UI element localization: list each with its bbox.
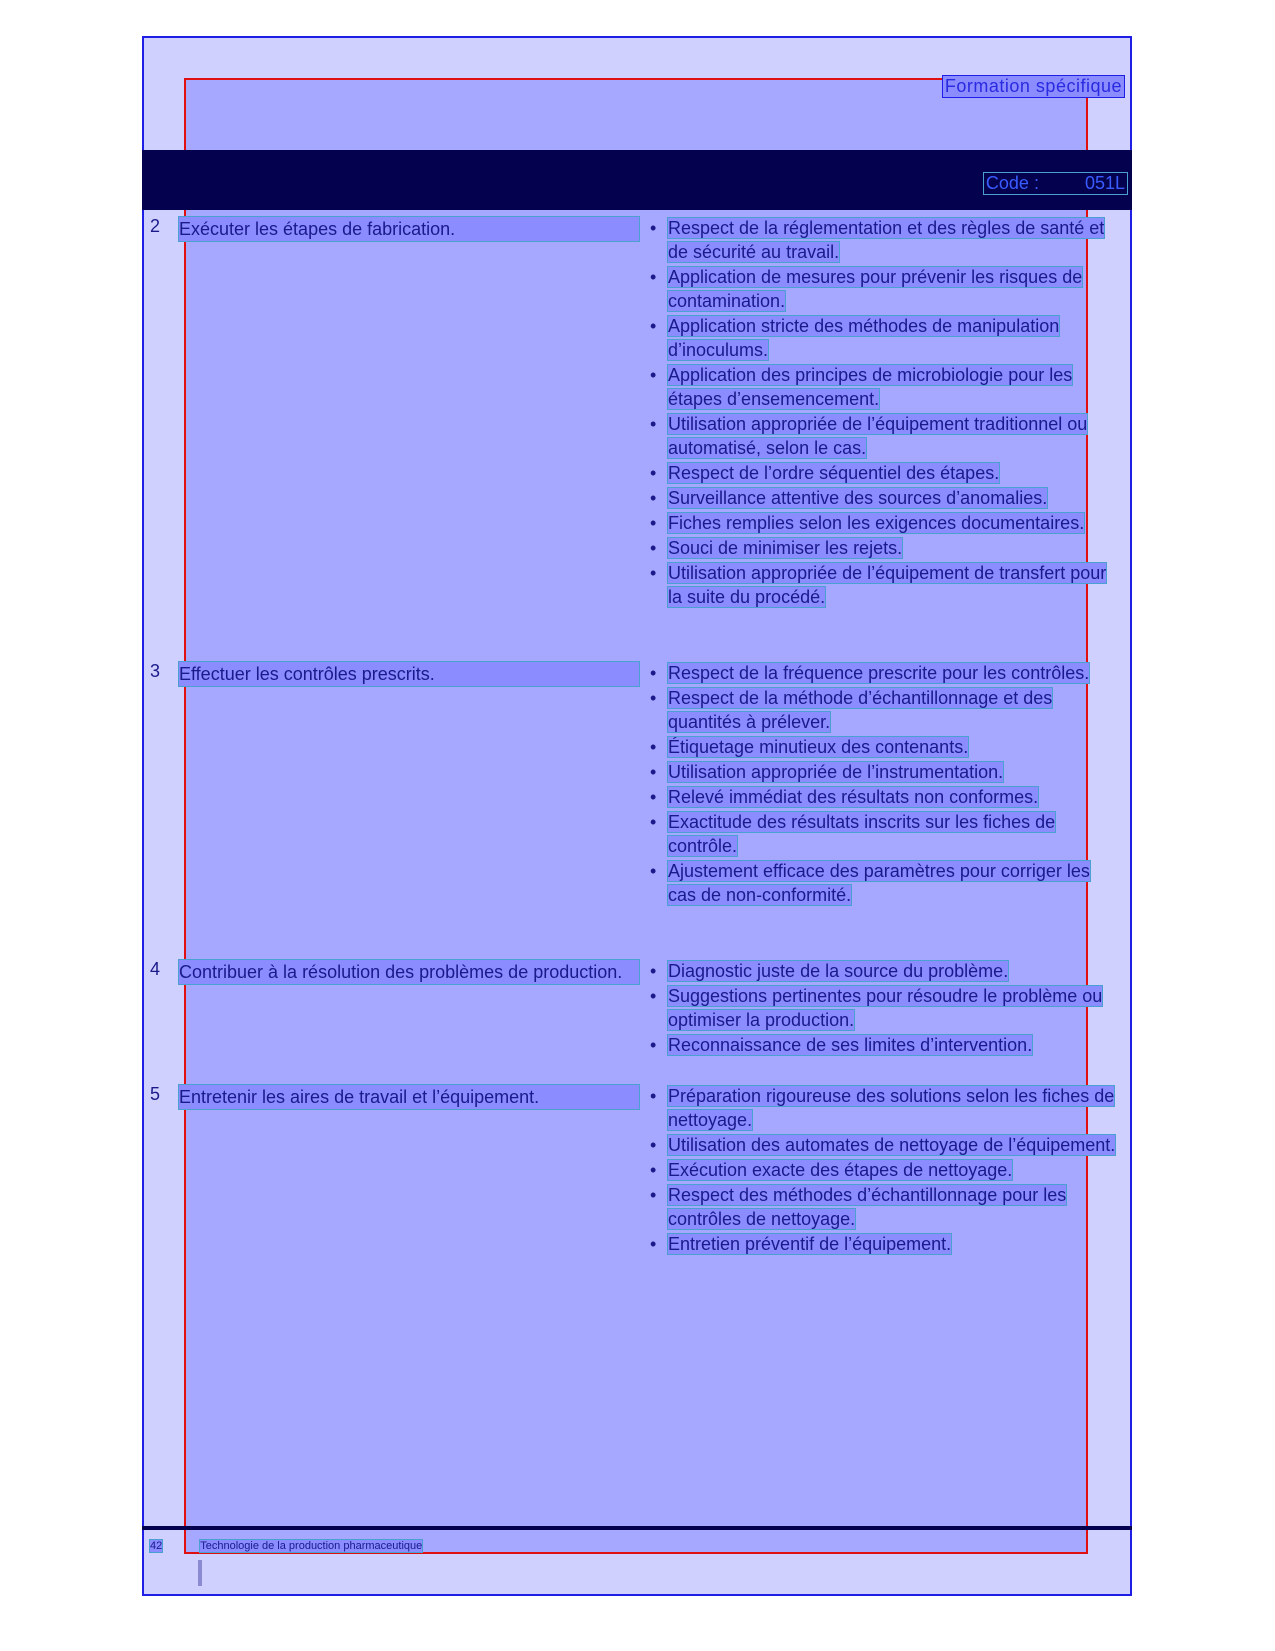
criteria-item: • Relevé immédiat des résultats non conformes. [650, 787, 1039, 807]
footer-rule [142, 1526, 1132, 1530]
bullet-icon: • [650, 365, 657, 385]
task-text: Effectuer les contrôles prescrits. [178, 661, 640, 687]
criteria-item: • Application de mesures pour prévenir les risques de contamination. [650, 267, 1083, 311]
task-row [150, 959, 640, 985]
criteria-list [646, 661, 1120, 908]
criteria-item: • Application des principes de microbiologie pour les étapes d’ensemencement. [650, 365, 1073, 409]
criteria-item: • Exécution exacte des étapes de nettoyage. [650, 1160, 1013, 1180]
criteria-item: • Respect de la fréquence prescrite pour les contrôles. [650, 663, 1090, 683]
bullet-icon: • [650, 267, 657, 287]
program-title: Technologie de la production pharmaceutique [200, 1540, 423, 1552]
criteria-item: • Étiquetage minutieux des contenants. [650, 737, 969, 757]
code-value: 051L [1084, 173, 1125, 193]
bullet-icon: • [650, 688, 657, 708]
bullet-icon: • [650, 986, 657, 1006]
criteria-item: • Respect de l’ordre séquentiel des étapes. [650, 463, 1000, 483]
bullet-icon: • [650, 218, 657, 238]
criteria-item: • Préparation rigoureuse des solutions selon les fiches de nettoyage. [650, 1086, 1115, 1130]
bullet-icon: • [650, 1086, 657, 1106]
criteria-list [646, 216, 1120, 610]
task-row [150, 216, 640, 242]
bullet-icon: • [650, 488, 657, 508]
task-number: 4 [150, 959, 161, 979]
bullet-icon: • [650, 414, 657, 434]
bullet-icon: • [650, 1234, 657, 1254]
bullet-icon: • [650, 737, 657, 757]
bullet-icon: • [650, 1185, 657, 1205]
bullet-icon: • [650, 663, 657, 683]
criteria-item: • Suggestions pertinentes pour résoudre le problème ou optimiser la production. [650, 986, 1103, 1030]
criteria-item: • Utilisation appropriée de l’équipement de transfert pour la suite du procédé. [650, 563, 1107, 607]
bullet-icon: • [650, 316, 657, 336]
criteria-item: • Utilisation appropriée de l’équipement traditionnel ou automatisé, selon le cas. [650, 414, 1088, 458]
criteria-item: • Utilisation appropriée de l’instrumentation. [650, 762, 1004, 782]
page-footer [150, 1540, 422, 1552]
task-number: 5 [150, 1084, 161, 1104]
section-header-title: Formation spécifique [942, 75, 1125, 98]
bullet-icon: • [650, 787, 657, 807]
criteria-item: • Fiches remplies selon les exigences documentaires. [650, 513, 1085, 533]
criteria-item: • Respect des méthodes d’échantillonnage pour les contrôles de nettoyage. [650, 1185, 1067, 1229]
criteria-item: • Diagnostic juste de la source du problème. [650, 961, 1009, 981]
bullet-icon: • [650, 812, 657, 832]
bullet-icon: • [650, 1135, 657, 1155]
criteria-list [646, 1084, 1120, 1257]
code-label: Code : [985, 173, 1039, 193]
criteria-item: • Utilisation des automates de nettoyage de l’équipement. [650, 1135, 1116, 1155]
task-text: Entretenir les aires de travail et l’équipement. [178, 1084, 640, 1110]
criteria-item: • Respect de la réglementation et des règles de santé et de sécurité au travail. [650, 218, 1105, 262]
bullet-icon: • [650, 563, 657, 583]
bullet-icon: • [650, 961, 657, 981]
criteria-item: • Reconnaissance de ses limites d’intervention. [650, 1035, 1033, 1055]
bullet-icon: • [650, 1160, 657, 1180]
page-number: 42 [150, 1540, 163, 1552]
task-text: Exécuter les étapes de fabrication. [178, 216, 640, 242]
bullet-icon: • [650, 1035, 657, 1055]
criteria-item: • Entretien préventif de l’équipement. [650, 1234, 952, 1254]
criteria-item: • Surveillance attentive des sources d’anomalies. [650, 488, 1048, 508]
criteria-item: • Ajustement efficace des paramètres pour corriger les cas de non-conformité. [650, 861, 1090, 905]
criteria-list [646, 959, 1120, 1058]
task-number: 3 [150, 661, 161, 681]
bullet-icon: • [650, 861, 657, 881]
criteria-item: • Souci de minimiser les rejets. [650, 538, 903, 558]
criteria-item: • Respect de la méthode d’échantillonnage et des quantités à prélever. [650, 688, 1053, 732]
bullet-icon: • [650, 463, 657, 483]
bullet-icon: • [650, 762, 657, 782]
task-number: 2 [150, 216, 161, 236]
criteria-item: • Exactitude des résultats inscrits sur les fiches de contrôle. [650, 812, 1056, 856]
task-row [150, 1084, 640, 1110]
bullet-icon: • [650, 538, 657, 558]
task-row [150, 661, 640, 687]
footer-marker [198, 1560, 202, 1586]
bullet-icon: • [650, 513, 657, 533]
criteria-item: • Application stricte des méthodes de manipulation d’inoculums. [650, 316, 1060, 360]
task-text: Contribuer à la résolution des problèmes de production. [178, 959, 640, 985]
course-code [983, 172, 1128, 195]
